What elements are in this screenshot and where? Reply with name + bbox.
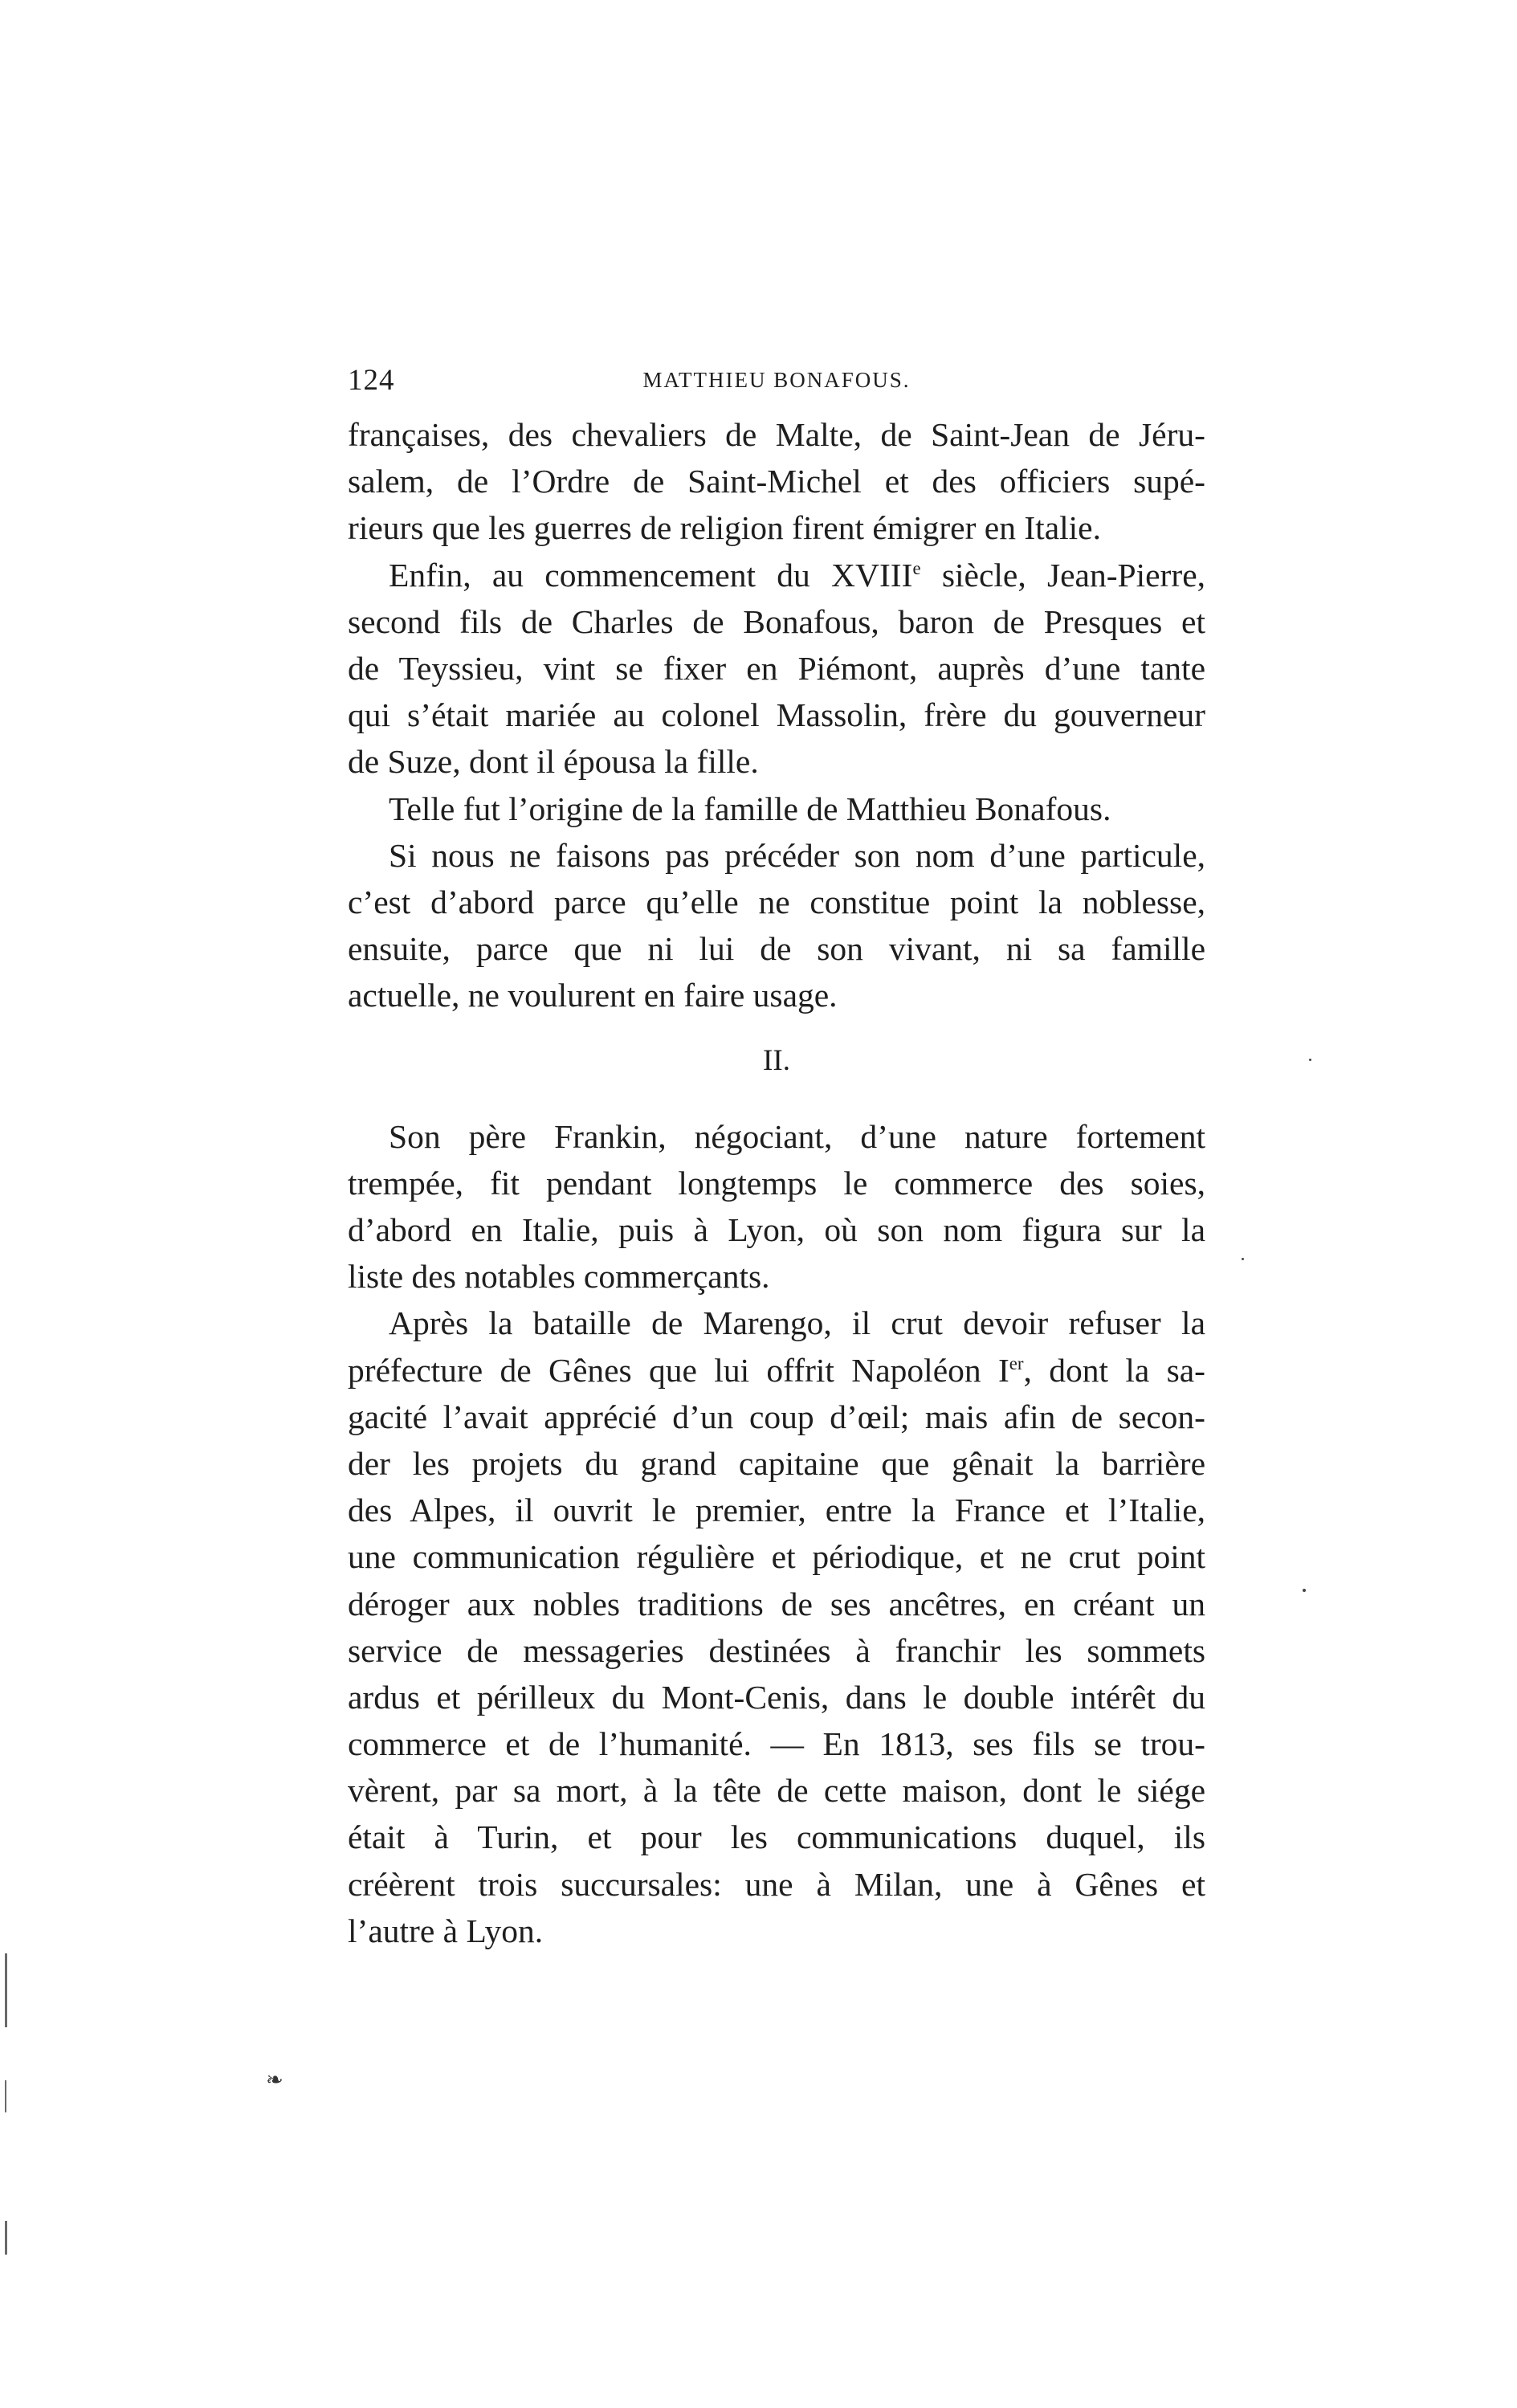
- text-line: rieurs que les guerres de religion firent émigrer en Italie.: [348, 509, 1101, 547]
- text-line: ensuite, parce que ni lui de son vivant, ni sa famille: [348, 930, 1205, 968]
- text-line: ardus et périlleux du Mont-Cenis, dans le double intérêt du: [348, 1678, 1205, 1716]
- text-line: gacité l’avait apprécié d’un coup d’œil; mais afin de secon-: [348, 1398, 1205, 1435]
- printer-ornament-icon: ❧: [266, 2068, 283, 2092]
- scan-margin-mark: [5, 2080, 6, 2112]
- scan-speck: [1309, 1059, 1311, 1061]
- text-line: françaises, des chevaliers de Malte, de Saint-Jean de Jéru-: [348, 416, 1205, 453]
- superscript: er: [1009, 1353, 1024, 1373]
- superscript: e: [912, 557, 921, 578]
- section-heading: II.: [763, 1044, 790, 1078]
- scan-margin-mark: [5, 2221, 7, 2255]
- text-line: c’est d’abord parce qu’elle ne constitue point la noblesse,: [348, 883, 1205, 920]
- text-line: Enfin, au commencement du XVIIIe siècle, Jean-Pierre,: [389, 556, 1205, 594]
- paragraph-4: [348, 832, 1205, 1019]
- text-line: Telle fut l’origine de la famille de Matthieu Bonafous.: [389, 790, 1111, 827]
- body-text: [348, 411, 1205, 1954]
- paragraph-3: [348, 786, 1205, 832]
- text-line: qui s’était mariée au colonel Massolin, frère du gouverneur: [348, 696, 1205, 734]
- text-line: de Teyssieu, vint se fixer en Piémont, auprès d’une tante: [348, 649, 1205, 687]
- text-line: service de messageries destinées à franchir les sommets: [348, 1631, 1205, 1669]
- scan-speck: [1303, 1589, 1306, 1592]
- text-line: déroger aux nobles traditions de ses ancêtres, en créant un: [348, 1585, 1205, 1622]
- text-line: l’autre à Lyon.: [348, 1912, 544, 1949]
- text-line: salem, de l’Ordre de Saint-Michel et des officiers supé-: [348, 463, 1205, 500]
- page-number: 124: [348, 364, 395, 397]
- text-line: était à Turin, et pour les communications duquel, ils: [348, 1818, 1205, 1856]
- running-head: MATTHIEU BONAFOUS.: [642, 368, 911, 392]
- text-line: une communication régulière et périodique, et ne crut point: [348, 1538, 1205, 1576]
- text-line: Son père Frankin, négociant, d’une nature fortement: [389, 1117, 1205, 1155]
- paragraph-6: [348, 1300, 1205, 1954]
- text-line: de Suze, dont il épousa la fille.: [348, 743, 759, 781]
- text-line: des Alpes, il ouvrit le premier, entre la France et l’Italie,: [348, 1492, 1205, 1529]
- text-line: liste des notables commerçants.: [348, 1258, 770, 1296]
- scan-speck: [1242, 1258, 1244, 1260]
- page-header: [348, 363, 1205, 411]
- text-line: Après la bataille de Marengo, il crut devoir refuser la: [389, 1304, 1205, 1342]
- text-line: der les projets du grand capitaine que gênait la barrière: [348, 1444, 1205, 1482]
- text-line: trempée, fit pendant longtemps le commerce des soies,: [348, 1164, 1205, 1202]
- paragraph-5: [348, 1113, 1205, 1300]
- paragraph-1: [348, 411, 1205, 552]
- text-line: commerce et de l’humanité. — En 1813, ses fils se trou-: [348, 1725, 1205, 1763]
- text-line: créèrent trois succursales: une à Milan, une à Gênes et: [348, 1865, 1205, 1903]
- scan-margin-mark: [5, 1953, 7, 2027]
- text-line: second fils de Charles de Bonafous, baron de Presques et: [348, 602, 1205, 640]
- text-line: d’abord en Italie, puis à Lyon, où son nom figura sur la: [348, 1211, 1205, 1248]
- text-line: vèrent, par sa mort, à la tête de cette maison, dont le siége: [348, 1772, 1205, 1810]
- paragraph-2: [348, 552, 1205, 786]
- text-line: actuelle, ne voulurent en faire usage.: [348, 977, 838, 1014]
- text-line: Si nous ne faisons pas précéder son nom d’une particule,: [389, 836, 1205, 874]
- text-line: préfecture de Gênes que lui offrit Napoléon Ier, dont la sa-: [348, 1351, 1205, 1389]
